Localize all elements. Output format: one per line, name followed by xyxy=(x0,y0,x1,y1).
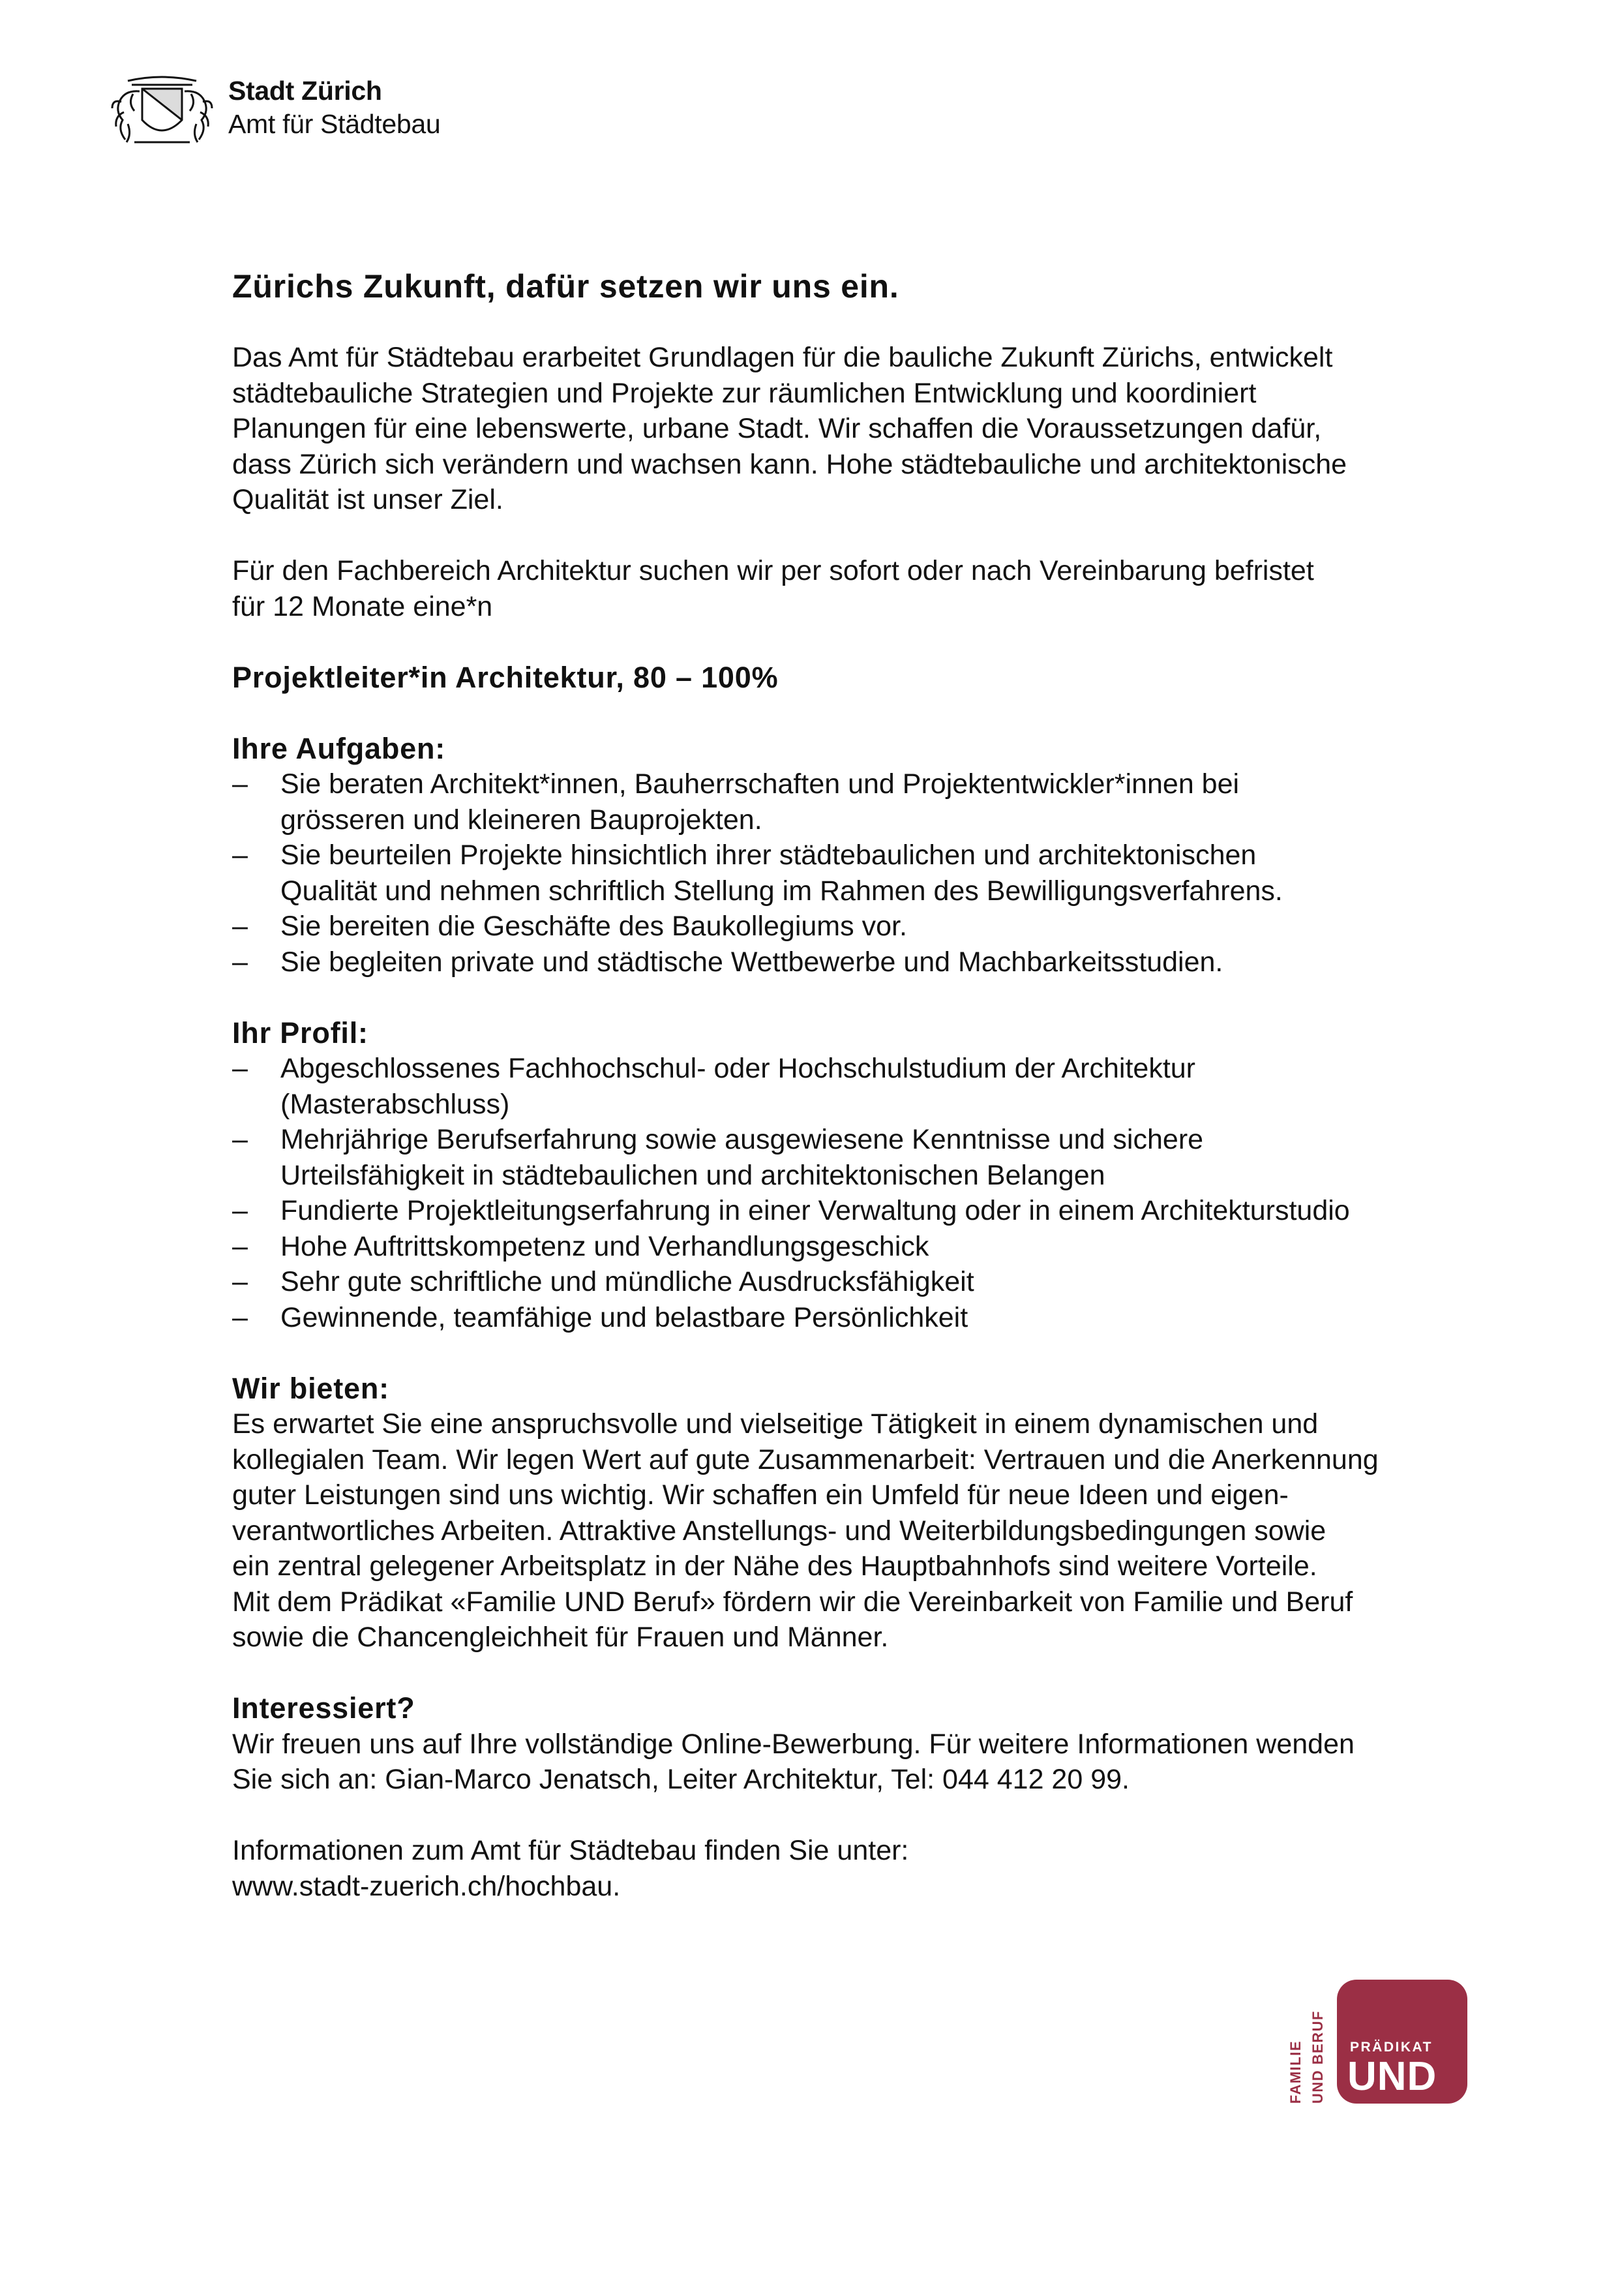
list-item-text: Sehr gute schriftliche und mündliche Ausdrucksfähigkeit xyxy=(280,1266,974,1297)
badge-box xyxy=(1337,1980,1467,2104)
list-item xyxy=(232,1122,1510,1193)
interest-line: Wir freuen uns auf Ihre vollständige Online-Bewerbung. Für weitere Informationen wenden xyxy=(232,1728,1355,1760)
list-item-text: Sie beraten Architekt*innen, Bauherrschaften und Projektentwickler*innen bei xyxy=(280,768,1240,800)
list-item-text: Sie begleiten private und städtische Wettbewerbe und Machbarkeitsstudien. xyxy=(280,946,1223,978)
praedikat-und-badge xyxy=(1282,1980,1471,2110)
intro-line: städtebauliche Strategien und Projekte zur räumlichen Entwicklung und koordiniert xyxy=(232,377,1257,409)
info-url: www.stadt-zuerich.ch/hochbau. xyxy=(232,1870,621,1902)
intro-line: Das Amt für Städtebau erarbeitet Grundlagen für die bauliche Zukunft Zürichs, entwickelt xyxy=(232,342,1333,373)
list-item xyxy=(232,1193,1510,1229)
search-line: für 12 Monate eine*n xyxy=(232,590,493,622)
intro-paragraph xyxy=(232,340,1510,518)
intro-line: Qualität ist unser Ziel. xyxy=(232,484,503,515)
badge-side-line: UND BERUF xyxy=(1310,2010,1326,2104)
list-item xyxy=(232,909,1510,944)
zurich-coat-of-arms-icon xyxy=(108,74,216,146)
offer-paragraph xyxy=(232,1406,1510,1655)
offer-line: Mit dem Prädikat «Familie UND Beruf» fördern wir die Vereinbarkeit von Familie und Beruf xyxy=(232,1586,1353,1618)
list-item-text: Gewinnende, teamfähige und belastbare Persönlichkeit xyxy=(280,1301,968,1333)
intro-line: dass Zürich sich verändern und wachsen kann. Hohe städtebauliche und architektonische xyxy=(232,448,1347,480)
offer-line: verantwortliches Arbeiten. Attraktive Anstellungs- und Weiterbildungsbedingungen sowie xyxy=(232,1515,1326,1547)
offer-line: Es erwartet Sie eine anspruchsvolle und vielseitige Tätigkeit in einem dynamischen und xyxy=(232,1408,1319,1440)
offer-line: kollegialen Team. Wir legen Wert auf gute Zusammenarbeit: Vertrauen und die Anerkennung xyxy=(232,1443,1379,1475)
info-paragraph xyxy=(232,1833,1510,1904)
tasks-heading: Ihre Aufgaben: xyxy=(232,731,446,765)
list-item xyxy=(232,1264,1510,1300)
tasks-list xyxy=(232,766,1510,980)
list-item-text: Abgeschlossenes Fachhochschul- oder Hochschulstudium der Architektur xyxy=(280,1053,1196,1084)
list-item-text: Qualität und nehmen schriftlich Stellung im Rahmen des Bewilligungsverfahrens. xyxy=(280,875,1283,907)
list-item-text: Fundierte Projektleitungserfahrung in einer Verwaltung oder in einem Architekturstudio xyxy=(280,1195,1350,1226)
list-item-text: Urteilsfähigkeit in städtebaulichen und architektonischen Belangen xyxy=(280,1159,1105,1191)
badge-side-line: FAMILIE xyxy=(1287,2040,1304,2104)
list-item xyxy=(232,944,1510,980)
ad-title: Zürichs Zukunft, dafür setzen wir uns ein. xyxy=(232,268,899,305)
job-ad-body xyxy=(232,269,1510,1904)
intro-line: Planungen für eine lebenswerte, urbane Stadt. Wir schaffen die Voraussetzungen dafür, xyxy=(232,413,1322,444)
list-item-text: (Masterabschluss) xyxy=(280,1088,510,1120)
badge-label-top: PRÄDIKAT xyxy=(1350,2040,1433,2055)
organisation-name-block xyxy=(228,74,440,141)
list-item xyxy=(232,1051,1510,1122)
offer-line: guter Leistungen sind uns wichtig. Wir schaffen ein Umfeld für neue Ideen und eigen- xyxy=(232,1479,1289,1511)
org-name: Stadt Zürich xyxy=(228,76,382,106)
interest-heading: Interessiert? xyxy=(232,1691,415,1725)
search-paragraph xyxy=(232,553,1510,624)
list-item-text: Hohe Auftrittskompetenz und Verhandlungsgeschick xyxy=(280,1230,929,1262)
list-item xyxy=(232,1300,1510,1336)
department-name: Amt für Städtebau xyxy=(228,109,441,139)
list-item-text: Mehrjährige Berufserfahrung sowie ausgewiesene Kenntnisse und sichere xyxy=(280,1124,1204,1155)
badge-side-text xyxy=(1286,1980,1307,2104)
offer-heading: Wir bieten: xyxy=(232,1371,389,1405)
interest-paragraph xyxy=(232,1727,1510,1798)
list-item xyxy=(232,766,1510,838)
position-title: Projektleiter*in Architektur, 80 – 100% xyxy=(232,660,779,694)
search-line: Für den Fachbereich Architektur suchen wir per sofort oder nach Vereinbarung befristet xyxy=(232,555,1314,586)
list-item-text: grösseren und kleineren Bauprojekten. xyxy=(280,804,762,836)
profile-heading: Ihr Profil: xyxy=(232,1016,368,1050)
list-item-text: Sie bereiten die Geschäfte des Baukollegiums vor. xyxy=(280,911,907,942)
list-item xyxy=(232,1229,1510,1265)
interest-line: Sie sich an: Gian-Marco Jenatsch, Leiter Architektur, Tel: 044 412 20 99. xyxy=(232,1764,1130,1795)
offer-line: sowie die Chancengleichheit für Frauen und Männer. xyxy=(232,1622,889,1653)
offer-line: ein zentral gelegener Arbeitsplatz in der Nähe des Hauptbahnhofs sind weitere Vorteile. xyxy=(232,1550,1317,1582)
profile-list xyxy=(232,1051,1510,1335)
list-item-text: Sie beurteilen Projekte hinsichtlich ihrer städtebaulichen und architektonischen xyxy=(280,839,1257,871)
info-line: Informationen zum Amt für Städtebau finden Sie unter: xyxy=(232,1835,909,1866)
list-item xyxy=(232,838,1510,909)
badge-side-text xyxy=(1308,1980,1329,2104)
badge-label-main: UND xyxy=(1347,2054,1437,2099)
